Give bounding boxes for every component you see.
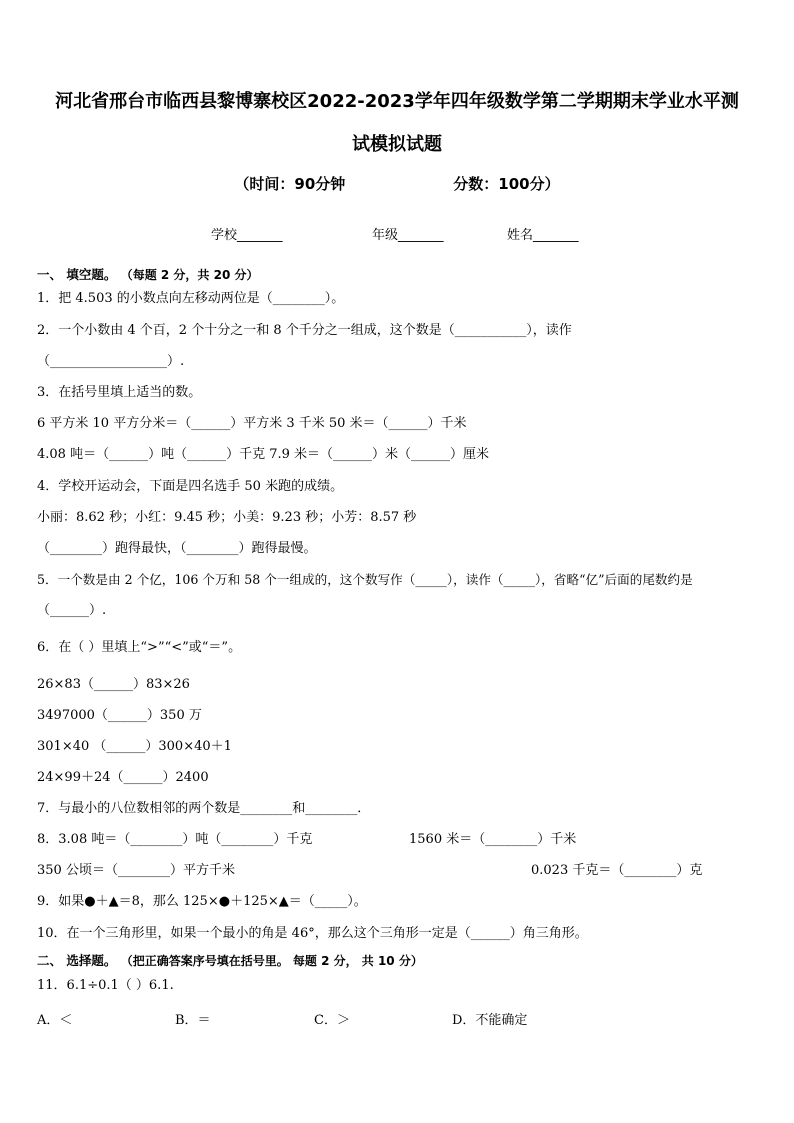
- question-7: 7．与最小的八位数相邻的两个数是________和________．: [37, 801, 371, 816]
- question-11-option-b: B．＝: [175, 1013, 211, 1028]
- question-2-line2: （__________________）.: [37, 354, 185, 369]
- section-2-heading: [37, 951, 423, 969]
- question-3-line2: 6 平方米 10 平方分米＝（______）平方米 3 千米 50 米＝（______）千米: [37, 416, 467, 431]
- question-8-part-d: 0.023 千克＝（________）克: [531, 863, 703, 878]
- question-4-line3: （________）跑得最快，（________）跑得最慢。: [37, 541, 317, 556]
- section-1-title: 一、 填空题。: [37, 267, 117, 282]
- question-5-line2: （______）.: [37, 603, 107, 618]
- grade-field: 年级_______: [372, 228, 444, 243]
- question-9: 9．如果●＋▲＝8，那么 125×●＋125×▲＝（_____）。: [37, 894, 367, 909]
- question-6-line5: 24×99＋24（______）2400: [37, 770, 209, 785]
- question-6-line2: 26×83（______）83×26: [37, 677, 190, 692]
- exam-title-line2: 试模拟试题: [352, 134, 442, 155]
- question-11-option-c: C．＞: [314, 1013, 350, 1028]
- question-11-option-a: A．＜: [37, 1013, 73, 1028]
- question-2-line1: 2．一个小数由 4 个百，2 个十分之一和 8 个千分之一组成，这个数是（___________），读作: [37, 323, 572, 338]
- question-8-part-a: 8．3.08 吨＝（________）吨（________）千克: [37, 832, 313, 847]
- school-field: 学校_______: [211, 228, 283, 243]
- time-limit: （时间：90分钟: [234, 175, 346, 193]
- question-1: 1．把 4.503 的小数点向左移动两位是（________）。: [37, 291, 345, 306]
- name-field: 姓名_______: [507, 228, 579, 243]
- section-1-heading: [37, 265, 258, 283]
- question-4-line2: 小丽：8.62 秒；小红：9.45 秒；小美：9.23 秒；小芳：8.57 秒: [37, 510, 417, 525]
- question-6-line1: 6．在（ ）里填上“>”“<”或“＝”。: [37, 640, 242, 655]
- section-2-score-note: （把正确答案序号填在括号里。 每题 2 分， 共 10 分）: [120, 954, 423, 968]
- exam-subtitle: [0, 173, 794, 194]
- total-score: 分数：100分）: [453, 175, 560, 193]
- question-11-option-d: D．不能确定: [452, 1013, 528, 1028]
- question-3-line1: 3．在括号里填上适当的数。: [37, 385, 202, 400]
- question-6-line4: 301×40 （______）300×40＋1: [37, 739, 232, 754]
- question-5-line1: 5．一个数是由 2 个亿，106 个万和 58 个一组成的，这个数写作（_____），读作（_____），省略“亿”后面的尾数约是: [37, 572, 693, 587]
- question-11-stem: 11．6.1÷0.1（ ）6.1.: [37, 978, 174, 993]
- question-4-line1: 4．学校开运动会，下面是四名选手 50 米跑的成绩。: [37, 479, 344, 494]
- question-6-line3: 3497000（______）350 万: [37, 708, 202, 723]
- question-8-part-c: 350 公顷＝（________）平方千米: [37, 863, 235, 878]
- question-8-part-b: 1560 米＝（________）千米: [409, 832, 577, 847]
- question-3-line3: 4.08 吨＝（______）吨（______）千克 7.9 米＝（______）米（______）厘米: [37, 447, 490, 462]
- section-1-score-note: （每题 2 分，共 20 分）: [120, 268, 259, 282]
- question-10: 10．在一个三角形里，如果一个最小的角是 46°，那么这个三角形一定是（______）角三角形。: [37, 926, 588, 941]
- section-2-title: 二、 选择题。: [37, 953, 117, 968]
- exam-title-line1: 河北省邢台市临西县黎博寨校区2022-2023学年四年级数学第二学期期末学业水平测: [55, 91, 739, 112]
